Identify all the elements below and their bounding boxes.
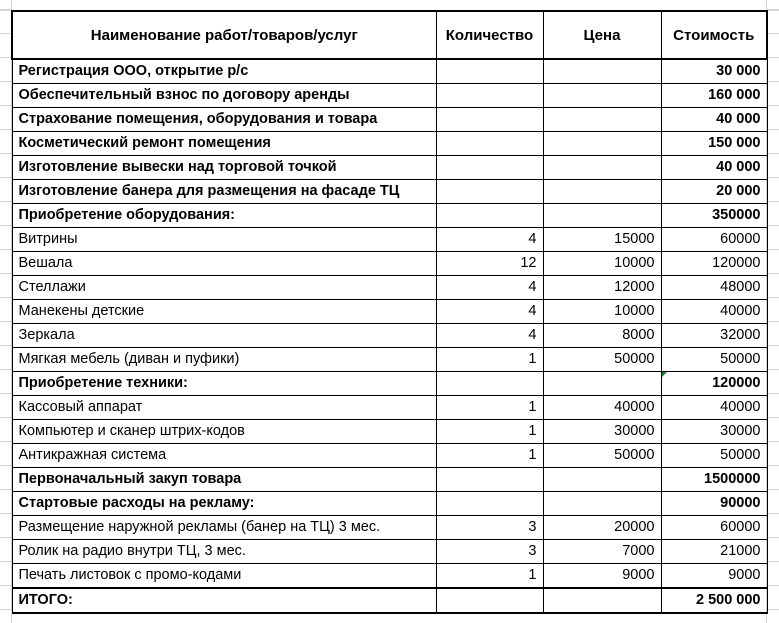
row-name-cell[interactable]: Размещение наружной рекламы (банер на ТЦ) 3 мес. <box>12 516 436 540</box>
row-qty-cell[interactable]: 4 <box>436 276 543 300</box>
row-qty-cell[interactable]: 1 <box>436 396 543 420</box>
table-row <box>12 156 767 180</box>
row-cost-cell[interactable]: 40 000 <box>661 156 767 180</box>
table-row <box>12 300 767 324</box>
row-qty-cell[interactable] <box>436 59 543 84</box>
row-qty-cell[interactable] <box>436 204 543 228</box>
row-name-cell[interactable]: Изготовление банера для размещения на фасаде ТЦ <box>12 180 436 204</box>
row-price-cell[interactable]: 8000 <box>543 324 661 348</box>
row-name-cell[interactable]: Стеллажи <box>12 276 436 300</box>
row-cost-cell[interactable]: 120000 <box>661 252 767 276</box>
row-qty-cell[interactable]: 12 <box>436 252 543 276</box>
row-qty-cell[interactable]: 1 <box>436 444 543 468</box>
row-price-cell[interactable]: 7000 <box>543 540 661 564</box>
row-cost-cell[interactable]: 50000 <box>661 348 767 372</box>
row-qty-cell[interactable] <box>436 156 543 180</box>
row-name-cell[interactable]: Печать листовок с промо-кодами <box>12 564 436 589</box>
row-cost-cell[interactable]: 20 000 <box>661 180 767 204</box>
total-qty-cell[interactable] <box>436 588 543 613</box>
table-row <box>12 276 767 300</box>
table-row <box>12 132 767 156</box>
row-cost-cell[interactable]: 90000 <box>661 492 767 516</box>
header-row <box>12 11 767 59</box>
total-cost-cell[interactable]: 2 500 000 <box>661 588 767 613</box>
row-price-cell[interactable]: 10000 <box>543 300 661 324</box>
row-name-cell[interactable]: Вешала <box>12 252 436 276</box>
row-price-cell[interactable] <box>543 372 661 396</box>
table-row <box>12 396 767 420</box>
row-cost-cell[interactable]: 60000 <box>661 228 767 252</box>
total-label-cell[interactable]: ИТОГО: <box>12 588 436 613</box>
table-row <box>12 564 767 589</box>
table-row <box>12 348 767 372</box>
total-price-cell[interactable] <box>543 588 661 613</box>
table-row <box>12 516 767 540</box>
row-cost-cell[interactable]: 40000 <box>661 300 767 324</box>
row-name-cell[interactable]: Косметический ремонт помещения <box>12 132 436 156</box>
row-name-cell[interactable]: Ролик на радио внутри ТЦ, 3 мес. <box>12 540 436 564</box>
row-price-cell[interactable]: 50000 <box>543 444 661 468</box>
cost-estimate-table <box>11 10 768 614</box>
row-cost-cell[interactable]: 150 000 <box>661 132 767 156</box>
row-qty-cell[interactable]: 1 <box>436 420 543 444</box>
row-qty-cell[interactable] <box>436 180 543 204</box>
row-cost-cell[interactable]: 21000 <box>661 540 767 564</box>
row-cost-cell[interactable]: 50000 <box>661 444 767 468</box>
header-cell-cost[interactable]: Стоимость <box>661 11 767 59</box>
row-price-cell[interactable]: 10000 <box>543 252 661 276</box>
header-cell-price[interactable]: Цена <box>543 11 661 59</box>
table-row <box>12 108 767 132</box>
row-name-cell[interactable]: Манекены детские <box>12 300 436 324</box>
row-qty-cell[interactable] <box>436 372 543 396</box>
row-name-cell[interactable]: Страхование помещения, оборудования и товара <box>12 108 436 132</box>
table-row <box>12 252 767 276</box>
table-row <box>12 468 767 492</box>
row-cost-cell[interactable]: 120000 <box>661 372 767 396</box>
row-qty-cell[interactable]: 1 <box>436 564 543 589</box>
table-row <box>12 84 767 108</box>
table-row <box>12 372 767 396</box>
row-cost-cell[interactable]: 48000 <box>661 276 767 300</box>
row-qty-cell[interactable]: 4 <box>436 300 543 324</box>
row-cost-cell[interactable]: 30000 <box>661 420 767 444</box>
table-row <box>12 492 767 516</box>
row-price-cell[interactable] <box>543 108 661 132</box>
row-price-cell[interactable]: 50000 <box>543 348 661 372</box>
table-row <box>12 228 767 252</box>
row-cost-cell[interactable]: 40 000 <box>661 108 767 132</box>
row-name-cell[interactable]: Компьютер и сканер штрих-кодов <box>12 420 436 444</box>
row-name-cell[interactable]: Антикражная система <box>12 444 436 468</box>
row-name-cell[interactable]: Стартовые расходы на рекламу: <box>12 492 436 516</box>
row-cost-cell[interactable]: 9000 <box>661 564 767 589</box>
row-price-cell[interactable] <box>543 59 661 84</box>
table-row <box>12 444 767 468</box>
row-price-cell[interactable]: 9000 <box>543 564 661 589</box>
table-row <box>12 204 767 228</box>
row-price-cell[interactable] <box>543 84 661 108</box>
row-price-cell[interactable]: 12000 <box>543 276 661 300</box>
row-name-cell[interactable]: Изготовление вывески над торговой точкой <box>12 156 436 180</box>
row-qty-cell[interactable] <box>436 84 543 108</box>
row-name-cell[interactable]: Обеспечительный взнос по договору аренды <box>12 84 436 108</box>
row-name-cell[interactable]: Регистрация ООО, открытие р/с <box>12 59 436 84</box>
row-qty-cell[interactable]: 4 <box>436 324 543 348</box>
row-price-cell[interactable]: 20000 <box>543 516 661 540</box>
row-price-cell[interactable] <box>543 492 661 516</box>
row-cost-cell[interactable]: 40000 <box>661 396 767 420</box>
row-name-cell[interactable]: Приобретение техники: <box>12 372 436 396</box>
row-cost-cell[interactable]: 160 000 <box>661 84 767 108</box>
header-cell-name[interactable]: Наименование работ/товаров/услуг <box>12 11 436 59</box>
table-row <box>12 420 767 444</box>
row-cost-cell[interactable]: 350000 <box>661 204 767 228</box>
row-cost-cell[interactable]: 30 000 <box>661 59 767 84</box>
row-qty-cell[interactable]: 4 <box>436 228 543 252</box>
row-price-cell[interactable] <box>543 180 661 204</box>
row-name-cell[interactable]: Зеркала <box>12 324 436 348</box>
row-name-cell[interactable]: Первоначальный закуп товара <box>12 468 436 492</box>
row-name-cell[interactable]: Витрины <box>12 228 436 252</box>
table-body <box>12 59 767 588</box>
row-qty-cell[interactable] <box>436 492 543 516</box>
row-cost-cell[interactable]: 1500000 <box>661 468 767 492</box>
row-name-cell[interactable]: Мягкая мебель (диван и пуфики) <box>12 348 436 372</box>
row-price-cell[interactable] <box>543 468 661 492</box>
table-row <box>12 59 767 84</box>
row-qty-cell[interactable]: 3 <box>436 540 543 564</box>
row-price-cell[interactable]: 30000 <box>543 420 661 444</box>
row-price-cell[interactable]: 40000 <box>543 396 661 420</box>
row-qty-cell[interactable] <box>436 132 543 156</box>
row-qty-cell[interactable] <box>436 468 543 492</box>
row-cost-cell[interactable]: 32000 <box>661 324 767 348</box>
header-cell-quantity[interactable]: Количество <box>436 11 543 59</box>
row-price-cell[interactable] <box>543 132 661 156</box>
table-row <box>12 180 767 204</box>
row-cost-cell[interactable]: 60000 <box>661 516 767 540</box>
table-row <box>12 324 767 348</box>
row-price-cell[interactable] <box>543 204 661 228</box>
row-qty-cell[interactable]: 3 <box>436 516 543 540</box>
row-qty-cell[interactable] <box>436 108 543 132</box>
row-qty-cell[interactable]: 1 <box>436 348 543 372</box>
total-row <box>12 588 767 613</box>
table-row <box>12 540 767 564</box>
row-price-cell[interactable]: 15000 <box>543 228 661 252</box>
row-price-cell[interactable] <box>543 156 661 180</box>
row-name-cell[interactable]: Приобретение оборудования: <box>12 204 436 228</box>
row-name-cell[interactable]: Кассовый аппарат <box>12 396 436 420</box>
